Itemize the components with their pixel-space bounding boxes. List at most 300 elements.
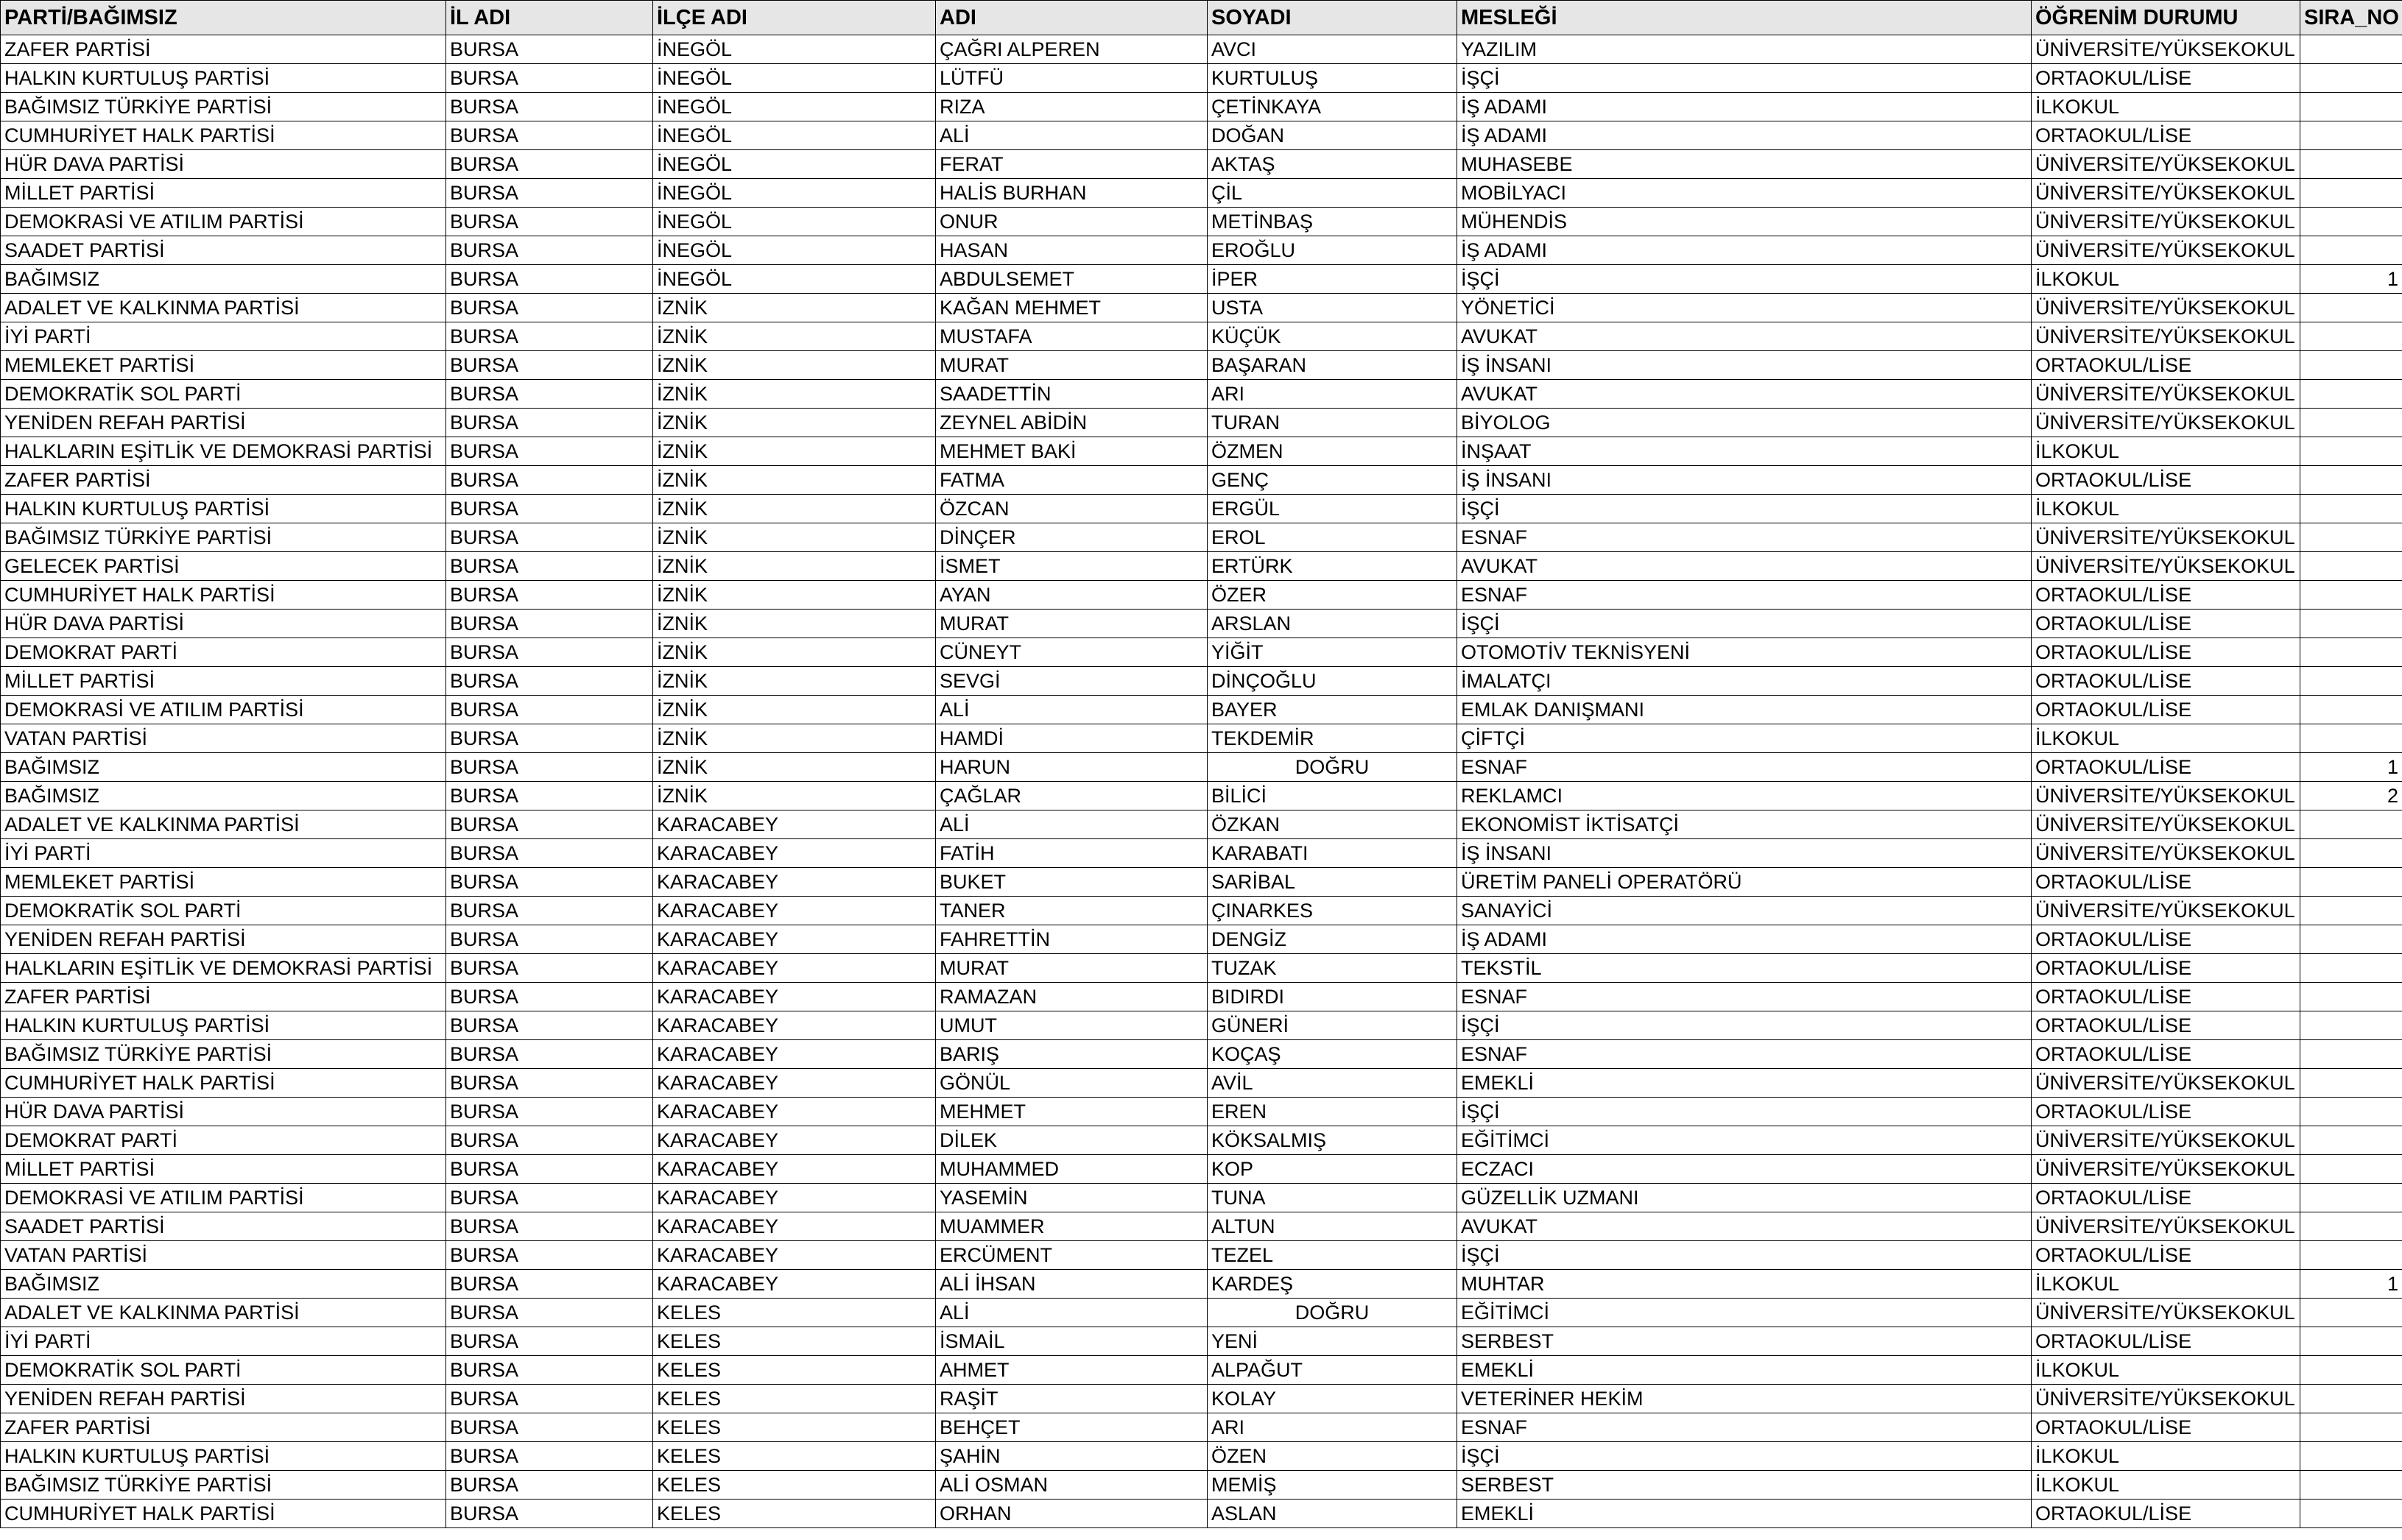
cell-education[interactable]: ÜNİVERSİTE/YÜKSEKOKUL — [2032, 810, 2300, 839]
cell-occupation[interactable]: ÜRETİM PANELİ OPERATÖRÜ — [1457, 868, 2032, 897]
cell-first-name[interactable]: DİNÇER — [936, 523, 1208, 552]
cell-first-name[interactable]: UMUT — [936, 1011, 1208, 1040]
cell-party[interactable]: ZAFER PARTİSİ — [1, 466, 446, 495]
cell-party[interactable]: SAADET PARTİSİ — [1, 1212, 446, 1241]
cell-first-name[interactable]: ALİ — [936, 1299, 1208, 1327]
cell-education[interactable]: ORTAOKUL/LİSE — [2032, 351, 2300, 380]
cell-party[interactable]: BAĞIMSIZ — [1, 265, 446, 294]
header-education[interactable]: ÖĞRENİM DURUMU — [2032, 1, 2300, 35]
cell-first-name[interactable]: SEVGİ — [936, 667, 1208, 696]
cell-sira-no[interactable] — [2300, 667, 2402, 696]
cell-province[interactable]: BURSA — [446, 868, 653, 897]
header-province[interactable]: İL ADI — [446, 1, 653, 35]
cell-party[interactable]: HÜR DAVA PARTİSİ — [1, 610, 446, 638]
cell-occupation[interactable]: AVUKAT — [1457, 1212, 2032, 1241]
cell-district[interactable]: İZNİK — [653, 638, 936, 667]
cell-sira-no[interactable] — [2300, 1241, 2402, 1270]
cell-occupation[interactable]: İŞÇİ — [1457, 1098, 2032, 1126]
cell-sira-no[interactable] — [2300, 409, 2402, 437]
cell-education[interactable]: ÜNİVERSİTE/YÜKSEKOKUL — [2032, 1299, 2300, 1327]
cell-education[interactable]: ÜNİVERSİTE/YÜKSEKOKUL — [2032, 179, 2300, 208]
cell-first-name[interactable]: ALİ OSMAN — [936, 1471, 1208, 1500]
cell-surname[interactable]: TEZEL — [1208, 1241, 1457, 1270]
cell-surname[interactable]: YENİ — [1208, 1327, 1457, 1356]
cell-occupation[interactable]: İŞÇİ — [1457, 1442, 2032, 1471]
header-surname[interactable]: SOYADI — [1208, 1, 1457, 35]
cell-sira-no[interactable] — [2300, 294, 2402, 322]
cell-occupation[interactable]: İŞÇİ — [1457, 1241, 2032, 1270]
cell-province[interactable]: BURSA — [446, 753, 653, 782]
cell-province[interactable]: BURSA — [446, 64, 653, 93]
cell-education[interactable]: İLKOKUL — [2032, 724, 2300, 753]
cell-party[interactable]: CUMHURİYET HALK PARTİSİ — [1, 581, 446, 610]
cell-surname[interactable]: ÖZMEN — [1208, 437, 1457, 466]
cell-surname[interactable]: GÜNERİ — [1208, 1011, 1457, 1040]
cell-first-name[interactable]: HALİS BURHAN — [936, 179, 1208, 208]
cell-education[interactable]: İLKOKUL — [2032, 1442, 2300, 1471]
cell-first-name[interactable]: MEHMET BAKİ — [936, 437, 1208, 466]
cell-sira-no[interactable] — [2300, 121, 2402, 150]
cell-district[interactable]: İZNİK — [653, 380, 936, 409]
cell-first-name[interactable]: MUSTAFA — [936, 322, 1208, 351]
cell-first-name[interactable]: GÖNÜL — [936, 1069, 1208, 1098]
cell-first-name[interactable]: ÇAĞRI ALPEREN — [936, 35, 1208, 64]
cell-occupation[interactable]: EĞİTİMCİ — [1457, 1299, 2032, 1327]
cell-party[interactable]: BAĞIMSIZ TÜRKİYE PARTİSİ — [1, 523, 446, 552]
cell-party[interactable]: DEMOKRAT PARTİ — [1, 638, 446, 667]
cell-first-name[interactable]: ALİ — [936, 121, 1208, 150]
cell-surname[interactable]: DOĞAN — [1208, 121, 1457, 150]
cell-first-name[interactable]: MEHMET — [936, 1098, 1208, 1126]
cell-education[interactable]: ORTAOKUL/LİSE — [2032, 753, 2300, 782]
cell-occupation[interactable]: MUHTAR — [1457, 1270, 2032, 1299]
cell-first-name[interactable]: DİLEK — [936, 1126, 1208, 1155]
cell-first-name[interactable]: ÖZCAN — [936, 495, 1208, 523]
cell-surname[interactable]: AKTAŞ — [1208, 150, 1457, 179]
cell-province[interactable]: BURSA — [446, 1069, 653, 1098]
cell-district[interactable]: KELES — [653, 1500, 936, 1528]
cell-sira-no[interactable] — [2300, 380, 2402, 409]
cell-district[interactable]: İZNİK — [653, 294, 936, 322]
cell-occupation[interactable]: ESNAF — [1457, 581, 2032, 610]
cell-surname[interactable]: ÇİL — [1208, 179, 1457, 208]
cell-party[interactable]: BAĞIMSIZ — [1, 782, 446, 810]
cell-district[interactable]: KELES — [653, 1471, 936, 1500]
cell-party[interactable]: DEMOKRATİK SOL PARTİ — [1, 897, 446, 925]
cell-first-name[interactable]: LÜTFÜ — [936, 64, 1208, 93]
cell-party[interactable]: DEMOKRASİ VE ATILIM PARTİSİ — [1, 208, 446, 236]
cell-district[interactable]: İZNİK — [653, 552, 936, 581]
cell-district[interactable]: İNEGÖL — [653, 35, 936, 64]
cell-province[interactable]: BURSA — [446, 1270, 653, 1299]
cell-occupation[interactable]: GÜZELLİK UZMANI — [1457, 1184, 2032, 1212]
cell-province[interactable]: BURSA — [446, 552, 653, 581]
cell-district[interactable]: İZNİK — [653, 495, 936, 523]
cell-district[interactable]: İNEGÖL — [653, 64, 936, 93]
cell-occupation[interactable]: SANAYİCİ — [1457, 897, 2032, 925]
cell-district[interactable]: İNEGÖL — [653, 265, 936, 294]
cell-party[interactable]: ADALET VE KALKINMA PARTİSİ — [1, 294, 446, 322]
cell-occupation[interactable]: ESNAF — [1457, 983, 2032, 1011]
cell-province[interactable]: BURSA — [446, 380, 653, 409]
cell-surname[interactable]: USTA — [1208, 294, 1457, 322]
cell-province[interactable]: BURSA — [446, 1212, 653, 1241]
cell-education[interactable]: İLKOKUL — [2032, 1270, 2300, 1299]
cell-province[interactable]: BURSA — [446, 954, 653, 983]
cell-party[interactable]: CUMHURİYET HALK PARTİSİ — [1, 1500, 446, 1528]
cell-surname[interactable]: KÜÇÜK — [1208, 322, 1457, 351]
cell-education[interactable]: ÜNİVERSİTE/YÜKSEKOKUL — [2032, 294, 2300, 322]
cell-party[interactable]: İYİ PARTİ — [1, 839, 446, 868]
cell-district[interactable]: KARACABEY — [653, 1184, 936, 1212]
cell-education[interactable]: ORTAOKUL/LİSE — [2032, 1241, 2300, 1270]
cell-district[interactable]: KELES — [653, 1442, 936, 1471]
cell-education[interactable]: ÜNİVERSİTE/YÜKSEKOKUL — [2032, 782, 2300, 810]
cell-first-name[interactable]: ÇAĞLAR — [936, 782, 1208, 810]
cell-occupation[interactable]: ECZACI — [1457, 1155, 2032, 1184]
cell-surname[interactable]: AVCI — [1208, 35, 1457, 64]
cell-first-name[interactable]: BARIŞ — [936, 1040, 1208, 1069]
cell-sira-no[interactable] — [2300, 1155, 2402, 1184]
cell-province[interactable]: BURSA — [446, 1327, 653, 1356]
cell-occupation[interactable]: YÖNETİCİ — [1457, 294, 2032, 322]
cell-party[interactable]: CUMHURİYET HALK PARTİSİ — [1, 121, 446, 150]
cell-first-name[interactable]: BEHÇET — [936, 1413, 1208, 1442]
cell-district[interactable]: KARACABEY — [653, 1241, 936, 1270]
cell-province[interactable]: BURSA — [446, 523, 653, 552]
cell-sira-no[interactable]: 1 — [2300, 265, 2402, 294]
cell-sira-no[interactable] — [2300, 1500, 2402, 1528]
cell-party[interactable]: HALKIN KURTULUŞ PARTİSİ — [1, 64, 446, 93]
cell-sira-no[interactable] — [2300, 1356, 2402, 1385]
cell-district[interactable]: KARACABEY — [653, 983, 936, 1011]
cell-first-name[interactable]: HAMDİ — [936, 724, 1208, 753]
cell-party[interactable]: VATAN PARTİSİ — [1, 724, 446, 753]
cell-province[interactable]: BURSA — [446, 35, 653, 64]
cell-district[interactable]: İZNİK — [653, 466, 936, 495]
cell-occupation[interactable]: EMEKLİ — [1457, 1356, 2032, 1385]
cell-occupation[interactable]: İŞÇİ — [1457, 1011, 2032, 1040]
cell-first-name[interactable]: ALİ — [936, 810, 1208, 839]
cell-sira-no[interactable] — [2300, 724, 2402, 753]
cell-occupation[interactable]: ESNAF — [1457, 1413, 2032, 1442]
cell-party[interactable]: İYİ PARTİ — [1, 322, 446, 351]
cell-first-name[interactable]: CÜNEYT — [936, 638, 1208, 667]
cell-party[interactable]: DEMOKRASİ VE ATILIM PARTİSİ — [1, 1184, 446, 1212]
cell-province[interactable]: BURSA — [446, 1241, 653, 1270]
cell-sira-no[interactable] — [2300, 236, 2402, 265]
cell-first-name[interactable]: MUHAMMED — [936, 1155, 1208, 1184]
cell-first-name[interactable]: İSMET — [936, 552, 1208, 581]
cell-district[interactable]: İNEGÖL — [653, 121, 936, 150]
cell-surname[interactable]: KURTULUŞ — [1208, 64, 1457, 93]
cell-sira-no[interactable] — [2300, 1385, 2402, 1413]
cell-occupation[interactable]: AVUKAT — [1457, 322, 2032, 351]
cell-party[interactable]: BAĞIMSIZ — [1, 753, 446, 782]
cell-surname[interactable]: DOĞRU — [1208, 1299, 1457, 1327]
cell-party[interactable]: ZAFER PARTİSİ — [1, 983, 446, 1011]
cell-sira-no[interactable] — [2300, 1327, 2402, 1356]
cell-education[interactable]: ORTAOKUL/LİSE — [2032, 667, 2300, 696]
cell-education[interactable]: ÜNİVERSİTE/YÜKSEKOKUL — [2032, 1385, 2300, 1413]
cell-occupation[interactable]: İŞ İNSANI — [1457, 839, 2032, 868]
cell-education[interactable]: ÜNİVERSİTE/YÜKSEKOKUL — [2032, 208, 2300, 236]
cell-first-name[interactable]: SAADETTİN — [936, 380, 1208, 409]
cell-province[interactable]: BURSA — [446, 179, 653, 208]
cell-first-name[interactable]: FATMA — [936, 466, 1208, 495]
cell-education[interactable]: ORTAOKUL/LİSE — [2032, 610, 2300, 638]
cell-surname[interactable]: TURAN — [1208, 409, 1457, 437]
cell-surname[interactable]: TUZAK — [1208, 954, 1457, 983]
cell-occupation[interactable]: ESNAF — [1457, 753, 2032, 782]
cell-party[interactable]: DEMOKRATİK SOL PARTİ — [1, 380, 446, 409]
cell-first-name[interactable]: RAMAZAN — [936, 983, 1208, 1011]
cell-sira-no[interactable] — [2300, 696, 2402, 724]
cell-first-name[interactable]: ABDULSEMET — [936, 265, 1208, 294]
cell-occupation[interactable]: MOBİLYACI — [1457, 179, 2032, 208]
cell-sira-no[interactable] — [2300, 954, 2402, 983]
cell-sira-no[interactable] — [2300, 581, 2402, 610]
cell-sira-no[interactable] — [2300, 437, 2402, 466]
cell-occupation[interactable]: MÜHENDİS — [1457, 208, 2032, 236]
cell-province[interactable]: BURSA — [446, 121, 653, 150]
cell-party[interactable]: CUMHURİYET HALK PARTİSİ — [1, 1069, 446, 1098]
header-first-name[interactable]: ADI — [936, 1, 1208, 35]
cell-first-name[interactable]: ERCÜMENT — [936, 1241, 1208, 1270]
cell-education[interactable]: ORTAOKUL/LİSE — [2032, 1413, 2300, 1442]
cell-education[interactable]: ÜNİVERSİTE/YÜKSEKOKUL — [2032, 1212, 2300, 1241]
cell-province[interactable]: BURSA — [446, 150, 653, 179]
cell-district[interactable]: KARACABEY — [653, 1212, 936, 1241]
cell-party[interactable]: HALKIN KURTULUŞ PARTİSİ — [1, 495, 446, 523]
cell-surname[interactable]: BAŞARAN — [1208, 351, 1457, 380]
cell-education[interactable]: ÜNİVERSİTE/YÜKSEKOKUL — [2032, 380, 2300, 409]
cell-education[interactable]: ÜNİVERSİTE/YÜKSEKOKUL — [2032, 409, 2300, 437]
cell-province[interactable]: BURSA — [446, 322, 653, 351]
cell-province[interactable]: BURSA — [446, 495, 653, 523]
cell-first-name[interactable]: ORHAN — [936, 1500, 1208, 1528]
cell-occupation[interactable]: İŞ ADAMI — [1457, 236, 2032, 265]
cell-sira-no[interactable] — [2300, 1184, 2402, 1212]
cell-province[interactable]: BURSA — [446, 1356, 653, 1385]
cell-occupation[interactable]: İŞ ADAMI — [1457, 121, 2032, 150]
cell-occupation[interactable]: EMLAK DANIŞMANI — [1457, 696, 2032, 724]
cell-district[interactable]: İNEGÖL — [653, 208, 936, 236]
cell-occupation[interactable]: BİYOLOG — [1457, 409, 2032, 437]
cell-district[interactable]: KARACABEY — [653, 810, 936, 839]
cell-occupation[interactable]: İŞ ADAMI — [1457, 925, 2032, 954]
cell-occupation[interactable]: EMEKLİ — [1457, 1500, 2032, 1528]
cell-occupation[interactable]: MUHASEBE — [1457, 150, 2032, 179]
cell-education[interactable]: İLKOKUL — [2032, 1471, 2300, 1500]
cell-district[interactable]: KELES — [653, 1299, 936, 1327]
cell-sira-no[interactable] — [2300, 983, 2402, 1011]
cell-surname[interactable]: TUNA — [1208, 1184, 1457, 1212]
cell-education[interactable]: İLKOKUL — [2032, 437, 2300, 466]
cell-party[interactable]: DEMOKRAT PARTİ — [1, 1126, 446, 1155]
cell-sira-no[interactable] — [2300, 35, 2402, 64]
cell-surname[interactable]: DOĞRU — [1208, 753, 1457, 782]
cell-surname[interactable]: EROĞLU — [1208, 236, 1457, 265]
cell-sira-no[interactable] — [2300, 1069, 2402, 1098]
cell-education[interactable]: ORTAOKUL/LİSE — [2032, 466, 2300, 495]
cell-sira-no[interactable] — [2300, 638, 2402, 667]
cell-sira-no[interactable]: 1 — [2300, 753, 2402, 782]
cell-province[interactable]: BURSA — [446, 1385, 653, 1413]
cell-district[interactable]: KARACABEY — [653, 954, 936, 983]
cell-surname[interactable]: ÖZKAN — [1208, 810, 1457, 839]
cell-occupation[interactable]: İŞ İNSANI — [1457, 351, 2032, 380]
cell-surname[interactable]: ARI — [1208, 1413, 1457, 1442]
cell-first-name[interactable]: ALİ — [936, 696, 1208, 724]
cell-party[interactable]: BAĞIMSIZ TÜRKİYE PARTİSİ — [1, 93, 446, 121]
cell-district[interactable]: İZNİK — [653, 351, 936, 380]
cell-surname[interactable]: ARI — [1208, 380, 1457, 409]
cell-party[interactable]: DEMOKRATİK SOL PARTİ — [1, 1356, 446, 1385]
cell-first-name[interactable]: FERAT — [936, 150, 1208, 179]
cell-surname[interactable]: ASLAN — [1208, 1500, 1457, 1528]
cell-sira-no[interactable] — [2300, 1212, 2402, 1241]
cell-education[interactable]: ORTAOKUL/LİSE — [2032, 1011, 2300, 1040]
cell-occupation[interactable]: İŞ ADAMI — [1457, 93, 2032, 121]
cell-first-name[interactable]: İSMAİL — [936, 1327, 1208, 1356]
cell-party[interactable]: MİLLET PARTİSİ — [1, 1155, 446, 1184]
cell-party[interactable]: BAĞIMSIZ TÜRKİYE PARTİSİ — [1, 1040, 446, 1069]
cell-surname[interactable]: MEMİŞ — [1208, 1471, 1457, 1500]
cell-sira-no[interactable] — [2300, 93, 2402, 121]
cell-occupation[interactable]: AVUKAT — [1457, 380, 2032, 409]
cell-education[interactable]: ORTAOKUL/LİSE — [2032, 1500, 2300, 1528]
cell-surname[interactable]: DENGİZ — [1208, 925, 1457, 954]
cell-surname[interactable]: ALTUN — [1208, 1212, 1457, 1241]
cell-first-name[interactable]: RIZA — [936, 93, 1208, 121]
cell-district[interactable]: İZNİK — [653, 610, 936, 638]
cell-district[interactable]: İNEGÖL — [653, 93, 936, 121]
cell-district[interactable]: İZNİK — [653, 322, 936, 351]
cell-first-name[interactable]: ONUR — [936, 208, 1208, 236]
cell-sira-no[interactable] — [2300, 897, 2402, 925]
cell-sira-no[interactable] — [2300, 1471, 2402, 1500]
cell-party[interactable]: ADALET VE KALKINMA PARTİSİ — [1, 1299, 446, 1327]
cell-surname[interactable]: ALPAĞUT — [1208, 1356, 1457, 1385]
cell-province[interactable]: BURSA — [446, 1471, 653, 1500]
cell-sira-no[interactable] — [2300, 1011, 2402, 1040]
cell-education[interactable]: ÜNİVERSİTE/YÜKSEKOKUL — [2032, 523, 2300, 552]
cell-province[interactable]: BURSA — [446, 1040, 653, 1069]
cell-education[interactable]: ORTAOKUL/LİSE — [2032, 638, 2300, 667]
cell-first-name[interactable]: AHMET — [936, 1356, 1208, 1385]
cell-education[interactable]: İLKOKUL — [2032, 93, 2300, 121]
cell-education[interactable]: ORTAOKUL/LİSE — [2032, 868, 2300, 897]
cell-surname[interactable]: ERGÜL — [1208, 495, 1457, 523]
cell-sira-no[interactable] — [2300, 868, 2402, 897]
cell-sira-no[interactable] — [2300, 150, 2402, 179]
cell-province[interactable]: BURSA — [446, 1413, 653, 1442]
cell-province[interactable]: BURSA — [446, 1442, 653, 1471]
cell-province[interactable]: BURSA — [446, 1299, 653, 1327]
cell-province[interactable]: BURSA — [446, 466, 653, 495]
cell-sira-no[interactable] — [2300, 1413, 2402, 1442]
cell-sira-no[interactable] — [2300, 495, 2402, 523]
cell-sira-no[interactable] — [2300, 1299, 2402, 1327]
cell-education[interactable]: ÜNİVERSİTE/YÜKSEKOKUL — [2032, 35, 2300, 64]
cell-first-name[interactable]: RAŞİT — [936, 1385, 1208, 1413]
cell-district[interactable]: İZNİK — [653, 696, 936, 724]
cell-province[interactable]: BURSA — [446, 696, 653, 724]
cell-education[interactable]: ÜNİVERSİTE/YÜKSEKOKUL — [2032, 1069, 2300, 1098]
cell-education[interactable]: ORTAOKUL/LİSE — [2032, 954, 2300, 983]
cell-education[interactable]: ÜNİVERSİTE/YÜKSEKOKUL — [2032, 839, 2300, 868]
cell-sira-no[interactable] — [2300, 523, 2402, 552]
cell-party[interactable]: BAĞIMSIZ TÜRKİYE PARTİSİ — [1, 1471, 446, 1500]
cell-province[interactable]: BURSA — [446, 437, 653, 466]
cell-district[interactable]: İZNİK — [653, 667, 936, 696]
cell-education[interactable]: ORTAOKUL/LİSE — [2032, 983, 2300, 1011]
cell-surname[interactable]: GENÇ — [1208, 466, 1457, 495]
cell-party[interactable]: YENİDEN REFAH PARTİSİ — [1, 1385, 446, 1413]
cell-party[interactable]: İYİ PARTİ — [1, 1327, 446, 1356]
cell-surname[interactable]: EROL — [1208, 523, 1457, 552]
cell-party[interactable]: ZAFER PARTİSİ — [1, 1413, 446, 1442]
cell-province[interactable]: BURSA — [446, 265, 653, 294]
cell-occupation[interactable]: İNŞAAT — [1457, 437, 2032, 466]
cell-province[interactable]: BURSA — [446, 1184, 653, 1212]
cell-education[interactable]: ORTAOKUL/LİSE — [2032, 1040, 2300, 1069]
cell-surname[interactable]: KOP — [1208, 1155, 1457, 1184]
cell-province[interactable]: BURSA — [446, 1126, 653, 1155]
cell-sira-no[interactable] — [2300, 925, 2402, 954]
cell-surname[interactable]: DİNÇOĞLU — [1208, 667, 1457, 696]
cell-district[interactable]: İZNİK — [653, 753, 936, 782]
cell-first-name[interactable]: KAĞAN MEHMET — [936, 294, 1208, 322]
cell-surname[interactable]: KARABATI — [1208, 839, 1457, 868]
cell-occupation[interactable]: SERBEST — [1457, 1471, 2032, 1500]
cell-sira-no[interactable] — [2300, 322, 2402, 351]
cell-sira-no[interactable] — [2300, 1098, 2402, 1126]
cell-province[interactable]: BURSA — [446, 1011, 653, 1040]
cell-surname[interactable]: ÇINARKES — [1208, 897, 1457, 925]
cell-sira-no[interactable]: 1 — [2300, 1270, 2402, 1299]
cell-district[interactable]: İNEGÖL — [653, 179, 936, 208]
cell-district[interactable]: KARACABEY — [653, 1011, 936, 1040]
cell-education[interactable]: ORTAOKUL/LİSE — [2032, 1098, 2300, 1126]
cell-education[interactable]: ORTAOKUL/LİSE — [2032, 581, 2300, 610]
cell-sira-no[interactable] — [2300, 839, 2402, 868]
cell-sira-no[interactable] — [2300, 466, 2402, 495]
cell-first-name[interactable]: MURAT — [936, 954, 1208, 983]
cell-party[interactable]: MEMLEKET PARTİSİ — [1, 868, 446, 897]
cell-occupation[interactable]: EĞİTİMCİ — [1457, 1126, 2032, 1155]
cell-province[interactable]: BURSA — [446, 1098, 653, 1126]
cell-surname[interactable]: YİĞİT — [1208, 638, 1457, 667]
cell-party[interactable]: YENİDEN REFAH PARTİSİ — [1, 925, 446, 954]
cell-province[interactable]: BURSA — [446, 983, 653, 1011]
cell-sira-no[interactable] — [2300, 610, 2402, 638]
cell-education[interactable]: ÜNİVERSİTE/YÜKSEKOKUL — [2032, 1126, 2300, 1155]
cell-province[interactable]: BURSA — [446, 610, 653, 638]
cell-first-name[interactable]: MURAT — [936, 351, 1208, 380]
cell-occupation[interactable]: OTOMOTİV TEKNİSYENİ — [1457, 638, 2032, 667]
cell-district[interactable]: İNEGÖL — [653, 236, 936, 265]
cell-province[interactable]: BURSA — [446, 208, 653, 236]
cell-education[interactable]: İLKOKUL — [2032, 265, 2300, 294]
cell-sira-no[interactable] — [2300, 208, 2402, 236]
cell-party[interactable]: BAĞIMSIZ — [1, 1270, 446, 1299]
cell-party[interactable]: MİLLET PARTİSİ — [1, 667, 446, 696]
cell-surname[interactable]: ERTÜRK — [1208, 552, 1457, 581]
cell-first-name[interactable]: MURAT — [936, 610, 1208, 638]
cell-occupation[interactable]: EMEKLİ — [1457, 1069, 2032, 1098]
